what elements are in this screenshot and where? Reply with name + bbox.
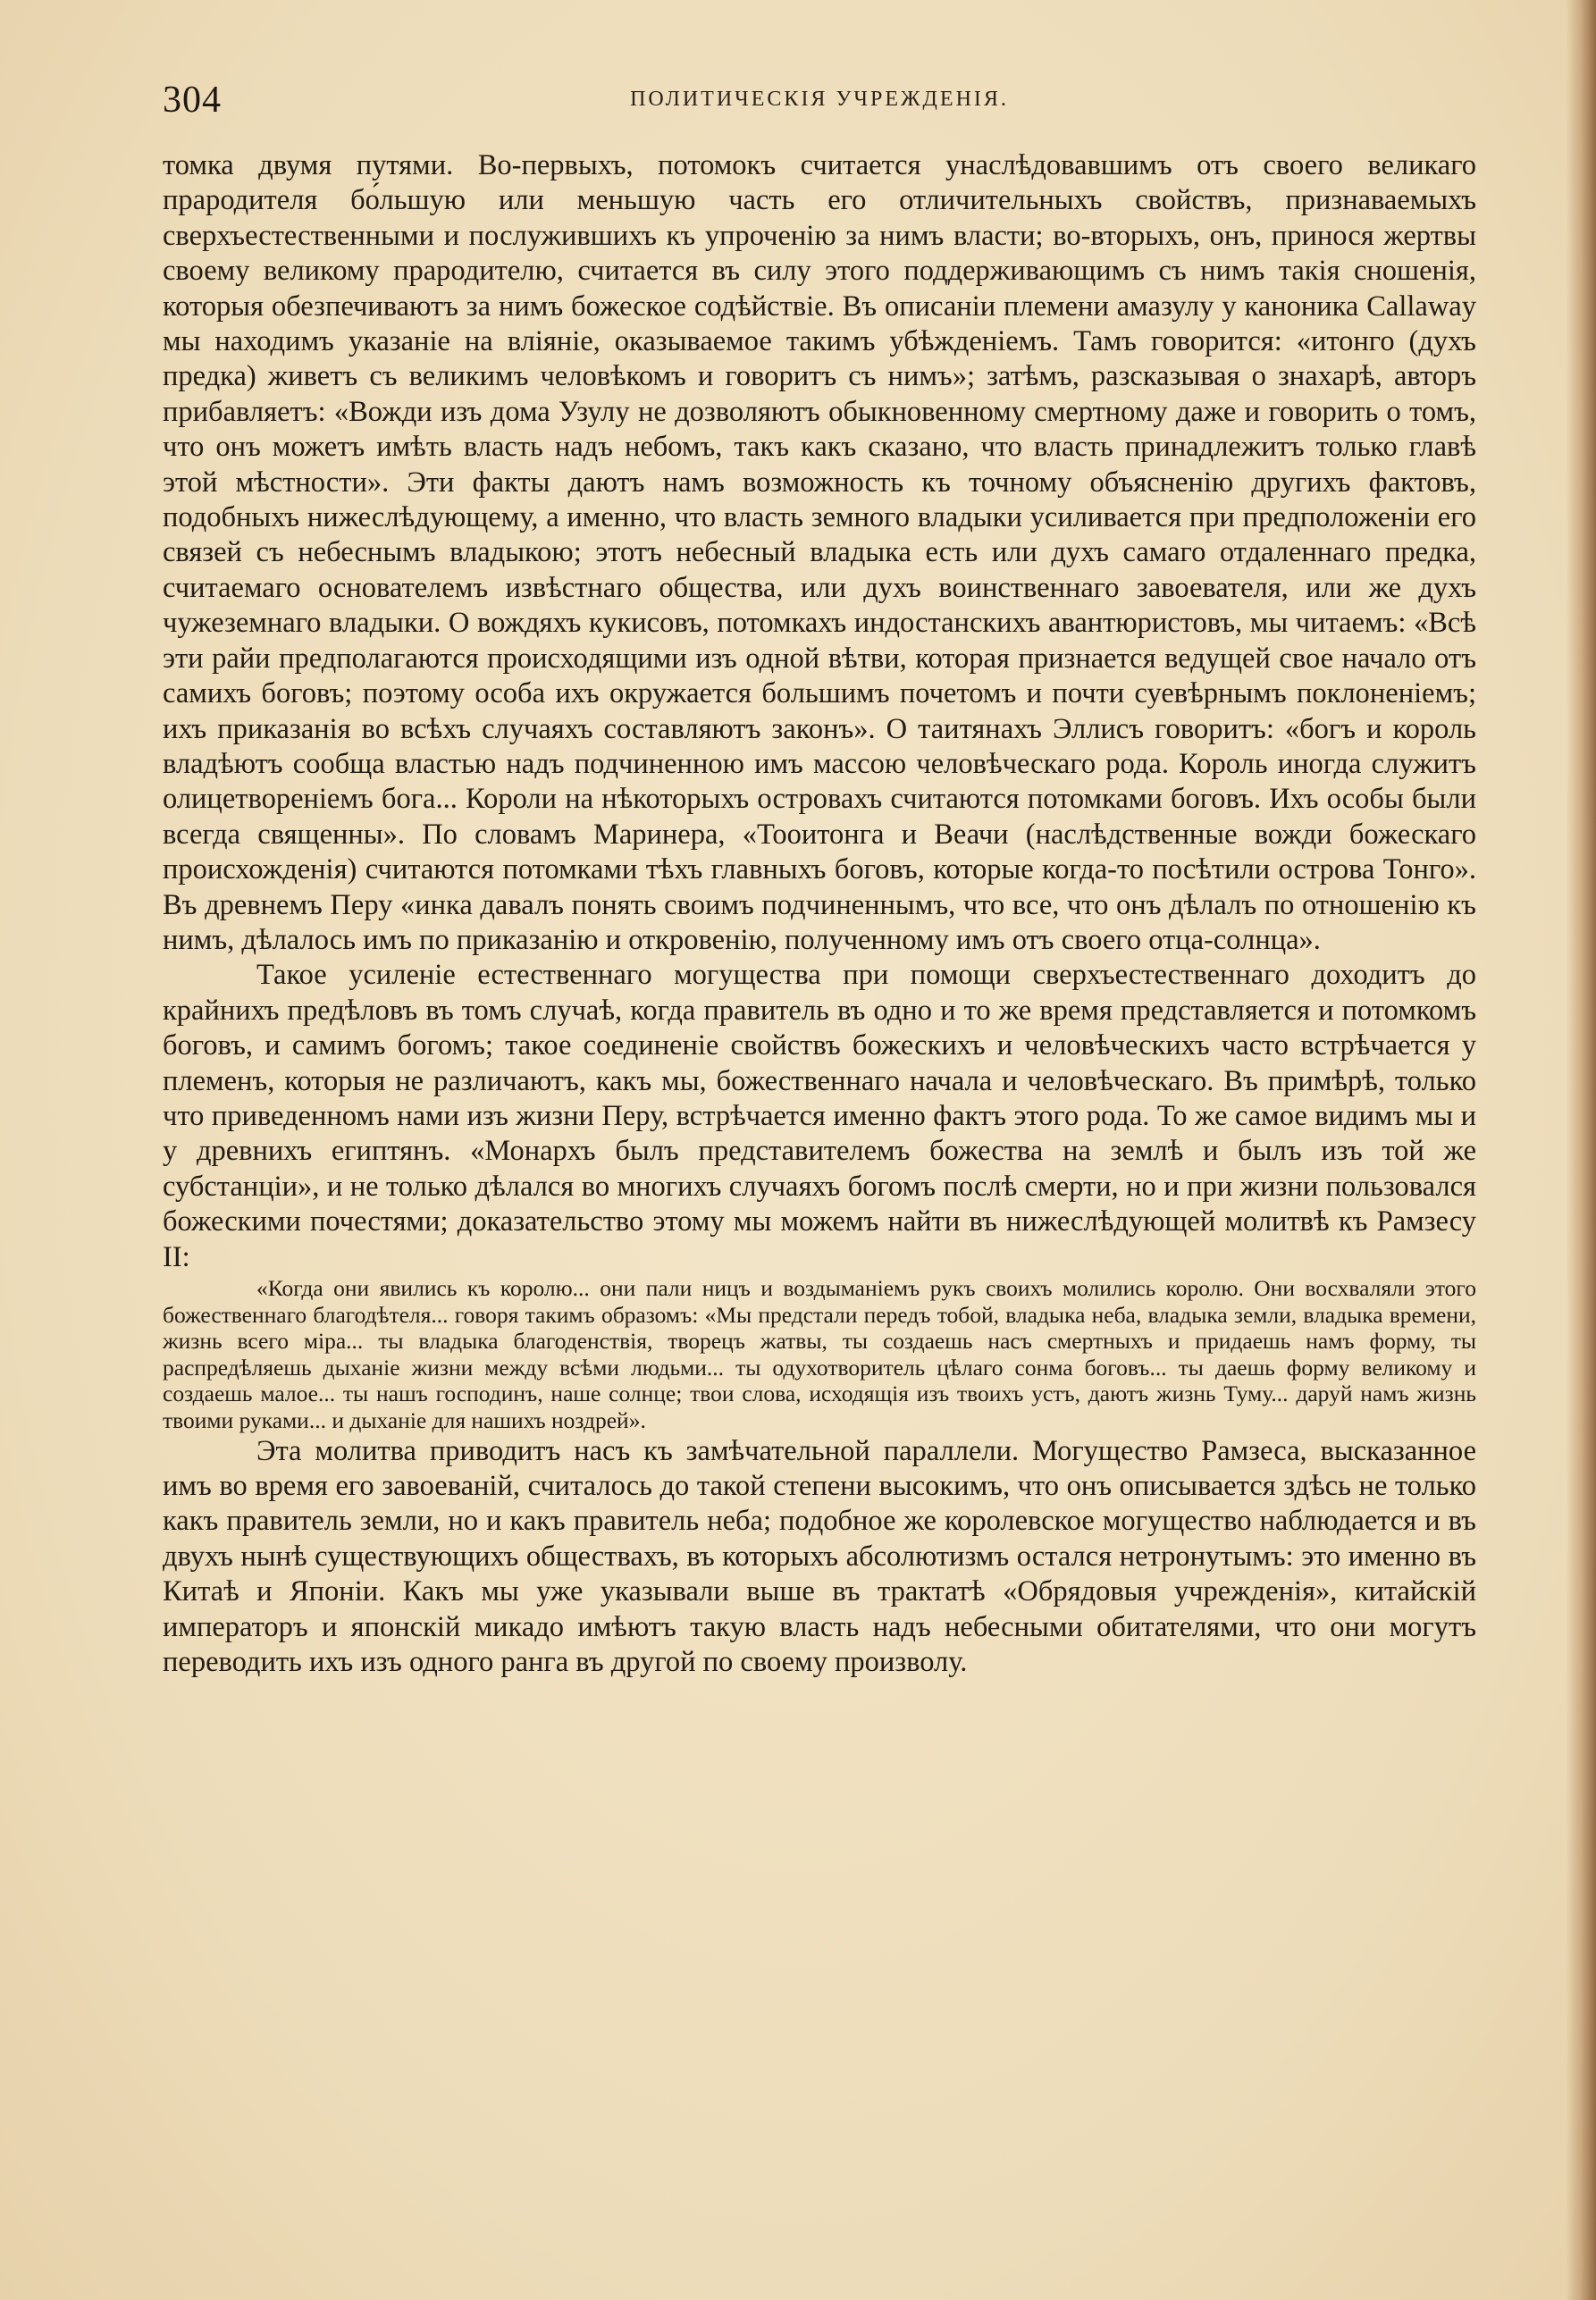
page-header (163, 79, 1476, 132)
block-quote: «Когда они явились къ королю... они пали ницъ и воздыманіемъ рукъ своихъ молились королю. Они восхваляли этого божественнаго благодѣтеля... говоря такимъ образомъ: «Мы предстали передъ тобой, владыка неба, владыка земли, владыка времени, жизнь всего міра... ты владыка благоденствія, творецъ жатвы, ты создаешь насъ смертныхъ и придаешь намъ форму, ты распредѣляешь дыханіе жизни между всѣми людьми... ты одухотворитель цѣлаго сонма боговъ... ты даешь форму великому и создаешь малое... ты нашъ господинъ, наше солнце; твои слова, исходящія изъ твоихъ устъ, даютъ жизнь Туму... даруй намъ жизнь твоими руками... и дыханіе для нашихъ ноздрей». (163, 1275, 1476, 1433)
body-text (163, 148, 1476, 1680)
paragraph-2: Такое усиленіе естественнаго могущества при помощи сверхъестественнаго доходитъ до крайнихъ предѣловъ въ томъ случаѣ, когда правитель въ одно и то же время представляется и потомкомъ боговъ, и самимъ богомъ; такое соединеніе свойствъ божескихъ и человѣческихъ часто встрѣчается у племенъ, которыя не различаютъ, какъ мы, божественнаго начала и человѣческаго. Въ примѣрѣ, только что приведенномъ нами изъ жизни Перу, встрѣчается именно фактъ этого рода. То же самое видимъ мы и у древнихъ египтянъ. «Монархъ былъ представителемъ божества на землѣ и былъ изъ той же субстанціи», и не только дѣлался во многихъ случаяхъ богомъ послѣ смерти, но и при жизни пользовался божескими почестями; доказательство этому мы можемъ найти въ нижеслѣдующей молитвѣ къ Рамзесу II: (163, 959, 1476, 1273)
page-number: 304 (163, 80, 222, 121)
paragraph-3: Эта молитва приводитъ насъ къ замѣчательной параллели. Могущество Рамзеса, высказанное имъ во время его завоеваній, считалось до такой степени высокимъ, что онъ описывается здѣсь не только какъ правитель земли, но и какъ правитель неба; подобное же королевское могущество наблюдается и въ двухъ нынѣ существующихъ обществахъ, въ которыхъ абсолютизмъ остался нетронутымъ: это именно въ Китаѣ и Японіи. Какъ мы уже указывали выше въ трактатѣ «Обрядовыя учрежденія», китайскій императоръ и японскій микадо имѣютъ такую власть надъ небесными обитателями, что они могутъ переводить ихъ изъ одного ранга въ другой по своему произволу. (163, 1434, 1476, 1678)
running-title: ПОЛИТИЧЕСКІЯ УЧРЕЖДЕНІЯ. (630, 88, 1009, 111)
paragraph-1: томка двумя путями. Во-первыхъ, потомокъ считается унаслѣдовавшимъ отъ своего великаго прародителя бо́льшую или меньшую часть его отличительныхъ свойствъ, признаваемыхъ сверхъестественными и послужившихъ къ упроченію за нимъ власти; во-вторыхъ, онъ, принося жертвы своему великому прародителю, считается въ силу этого поддерживающимъ съ нимъ такія сношенія, которыя обезпечиваютъ за нимъ божеское содѣйствіе. Въ описаніи племени амазулу у каноника Callaway мы находимъ указаніе на вліяніе, оказываемое такимъ убѣжденіемъ. Тамъ говорится: «итонго (духъ предка) живетъ съ великимъ человѣкомъ и говоритъ съ нимъ»; затѣмъ, разсказывая о знахарѣ, авторъ прибавляетъ: «Вожди изъ дома Узулу не дозволяютъ обыкновенному смертному даже и говорить о томъ, что онъ можетъ имѣть власть надъ небомъ, такъ какъ сказано, что власть принадлежитъ только главѣ этой мѣстности». Эти факты даютъ намъ возможность къ точному объясненію другихъ фактовъ, подобныхъ нижеслѣдующему, а именно, что власть земного владыки усиливается при предположеніи его связей съ небеснымъ владыкою; этотъ небесный владыка есть или духъ самаго отдаленнаго предка, считаемаго основателемъ извѣстнаго общества, или духъ воинственнаго завоевателя, или же духъ чужеземнаго владыки. О вождяхъ кукисовъ, потомкахъ индостанскихъ авантюристовъ, мы читаемъ: «Всѣ эти райи предполагаются происходящими изъ одной вѣтви, которая признается ведущей свое начало отъ самихъ боговъ; поэтому особа ихъ окружается большимъ почетомъ и почти суевѣрнымъ поклоненіемъ; ихъ приказанія во всѣхъ случаяхъ составляютъ законъ». О таитянахъ Эллисъ говоритъ: «богъ и король владѣютъ сообща властью надъ подчиненною имъ массою человѣческаго рода. Король иногда служитъ олицетвореніемъ бога... Короли на нѣкоторыхъ островахъ считаются потомками боговъ. Ихъ особы были всегда священны». По словамъ Маринера, «Тооитонга и Веачи (наслѣдственные вожди божескаго происхожденія) считаются потомками тѣхъ главныхъ боговъ, которые когда-то посѣтили острова Тонго». Въ древнемъ Перу «инка давалъ понять своимъ подчиненнымъ, что все, что онъ дѣлалъ по отношенію къ нимъ, дѣлалось имъ по приказанію и откровенію, полученному имъ отъ своего отца-солнца». (163, 149, 1476, 956)
page-edge-shadow (1566, 0, 1596, 2300)
